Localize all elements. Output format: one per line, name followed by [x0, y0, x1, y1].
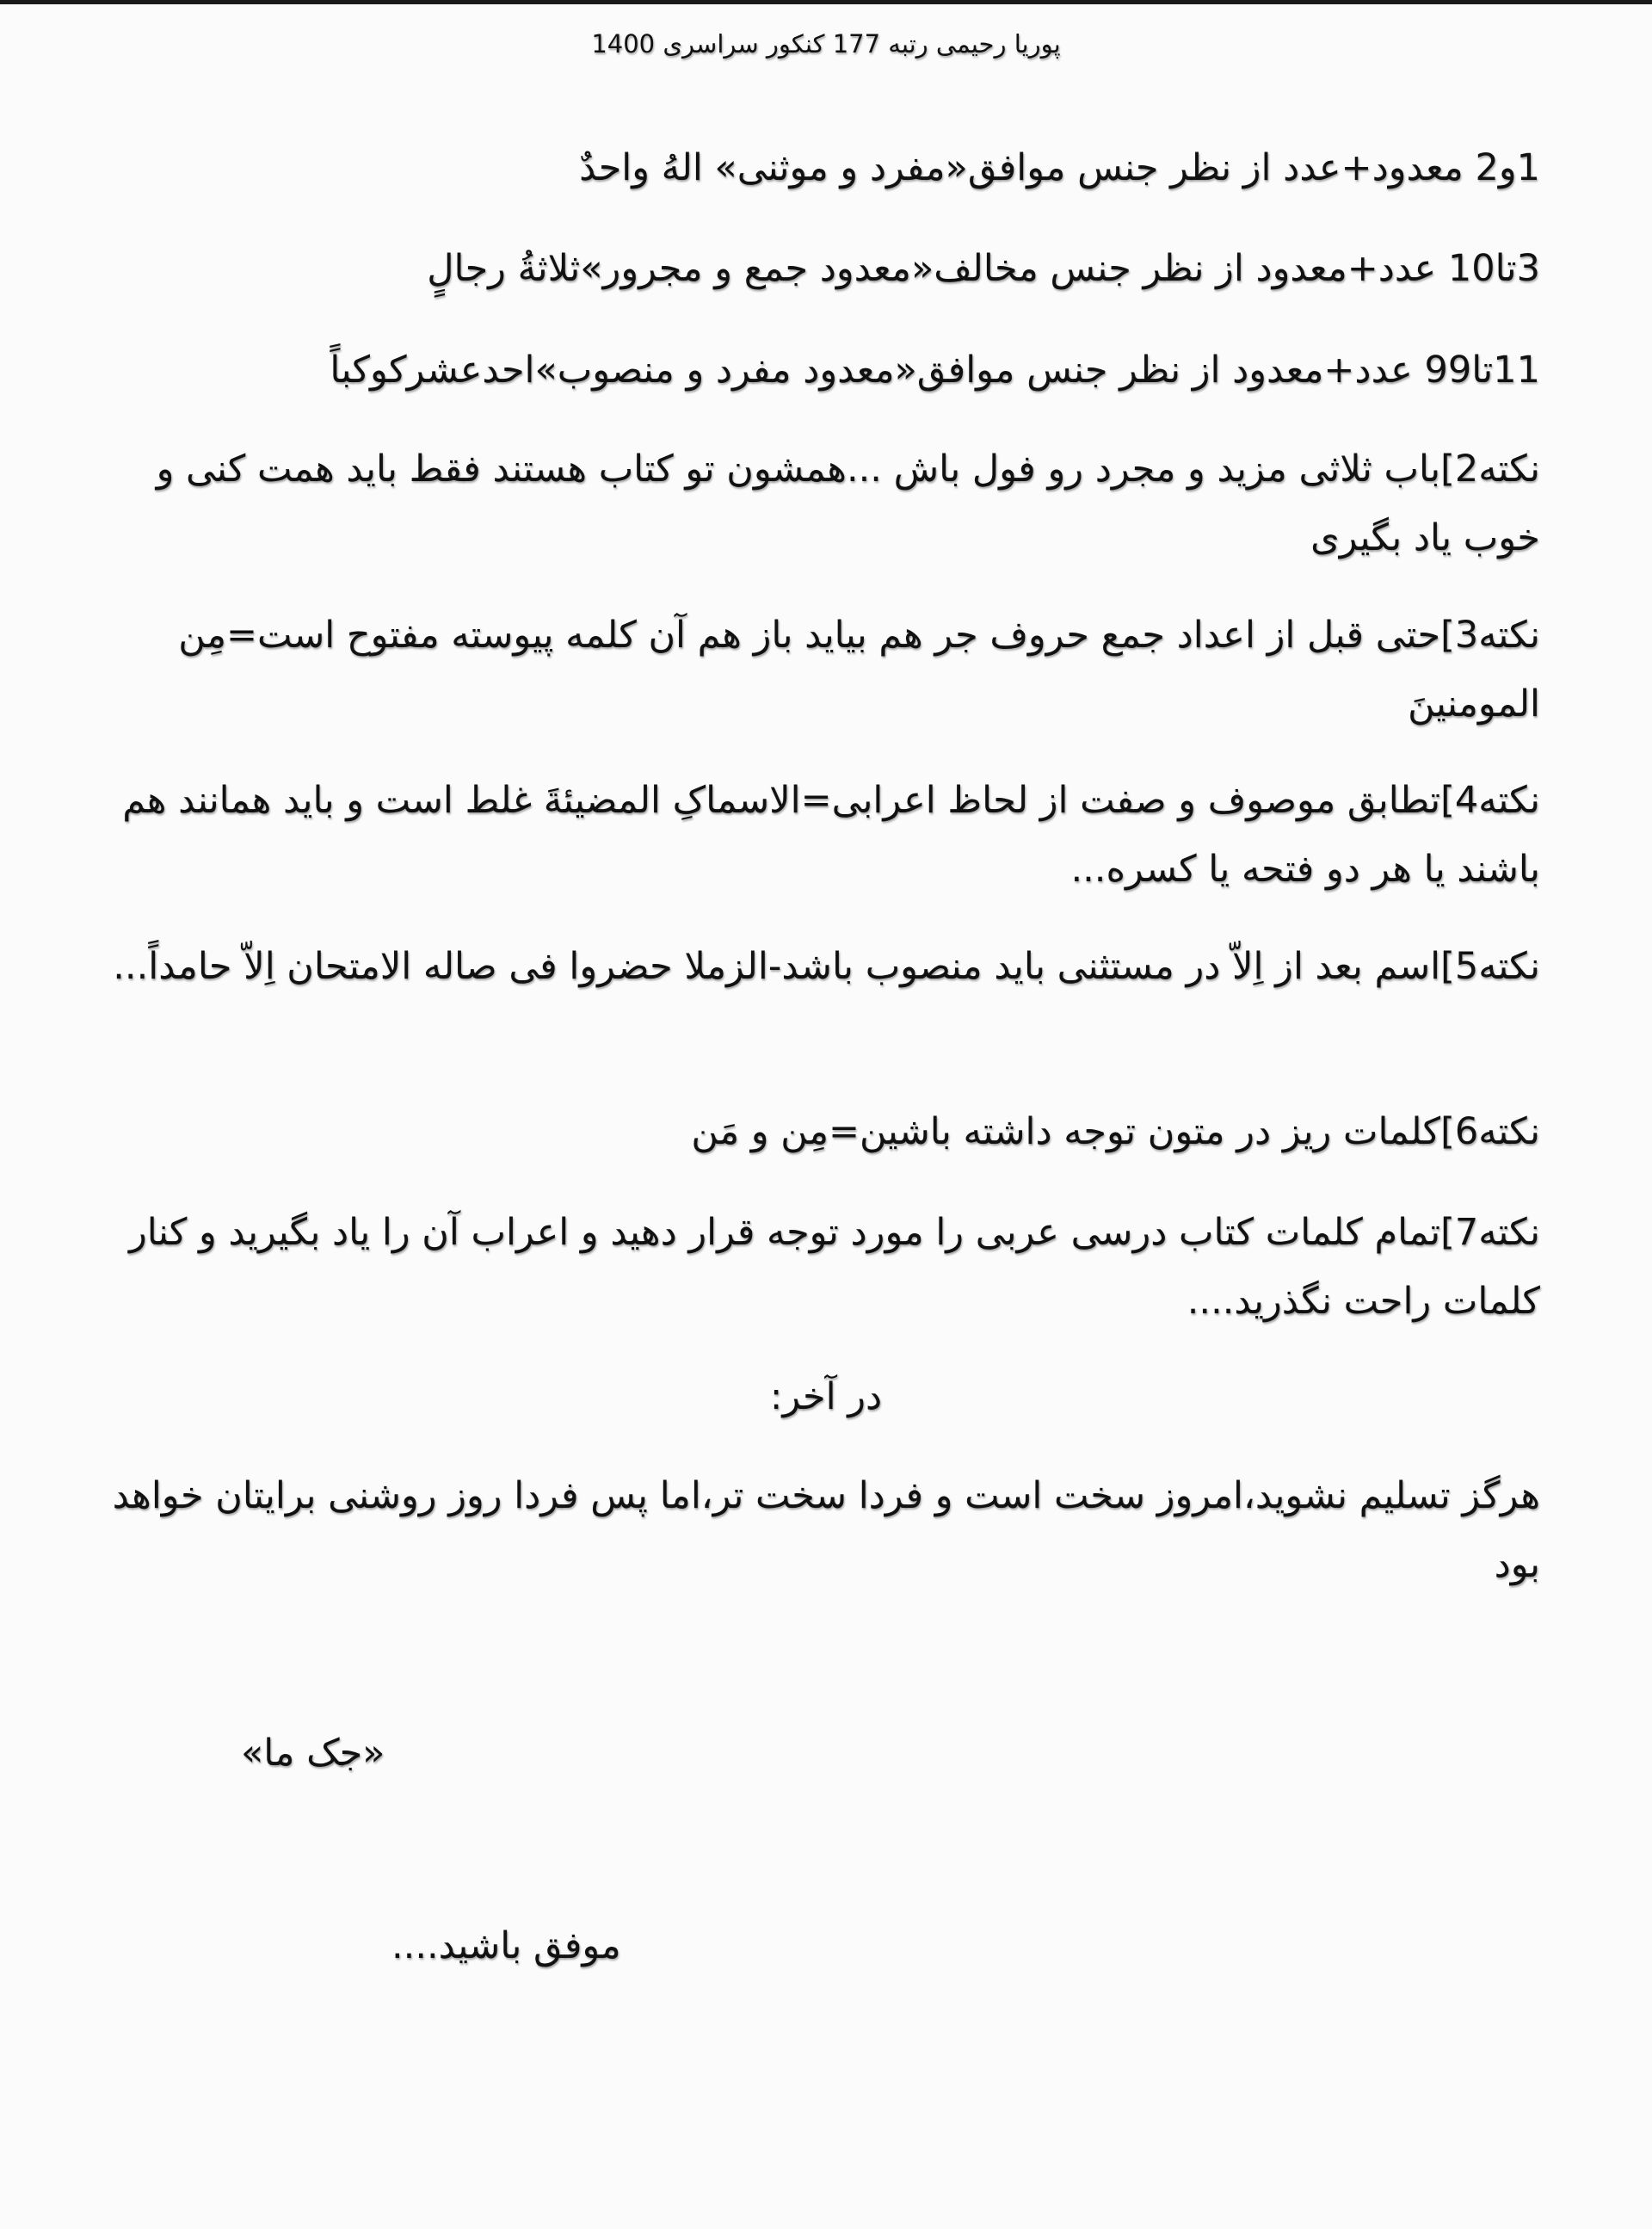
rule-11-99: 11تا99 عدد+معدود از نظر جنس موافق«معدود مفرد و منصوب»احدعشرکوکباً	[330, 349, 1540, 392]
note-3: نکته3]حتی قبل از اعداد جمع حروف جر هم بیاید باز هم آن کلمه پیوسته مفتوح است=مِن المومنینَ	[178, 614, 1540, 726]
rule-3-10: 3تا10 عدد+معدود از نظر جنس مخالف«معدود جمع و مجرور»ثلاثةُ رجالٍ	[427, 247, 1540, 290]
closing-heading: در آخر:	[769, 1375, 883, 1418]
top-border	[0, 0, 1652, 4]
rule-1-2: 1و2 معدود+عدد از نظر جنس موافق«مفرد و موثنی» الهُ واحدٌ	[579, 146, 1540, 189]
note-4: نکته4]تطابق موصوف و صفت از لحاظ اعرابی=الاسماکِ المضیئةَ غلط است و باید همانند هم باشند یا هر دو فتحه یا کسره...	[122, 779, 1540, 891]
closing-text: هرگز تسلیم نشوید،امروز سخت است و فردا سخت تر،اما پس فردا روز روشنی برایتان خواهد بود	[112, 1474, 1540, 1586]
note-7: نکته7]تمام کلمات کتاب درسی عربی را مورد توجه قرار دهید و اعراب آن را یاد بگیرید و کنار کلمات راحت نگذرید....	[128, 1211, 1540, 1323]
note-5: نکته5]اسم بعد از اِلاّ در مستثنی باید منصوب باشد-الزملا حضروا فی صاله الامتحان اِلاّ حامداً...	[113, 945, 1540, 988]
page-header: پوریا رحیمی رتبه 177 کنکور سراسری 1400	[591, 29, 1061, 59]
note-6: نکته6]کلمات ریز در متون توجه داشته باشین=مِن و مَن	[691, 1110, 1540, 1153]
farewell: موفق باشید....	[391, 1924, 621, 1967]
signature: «جک ما»	[241, 1732, 385, 1775]
note-2: نکته2]باب ثلاثی مزید و مجرد رو فول باش ...همشون تو کتاب هستند فقط باید همت کنی و خوب یاد بگیری	[156, 448, 1540, 559]
